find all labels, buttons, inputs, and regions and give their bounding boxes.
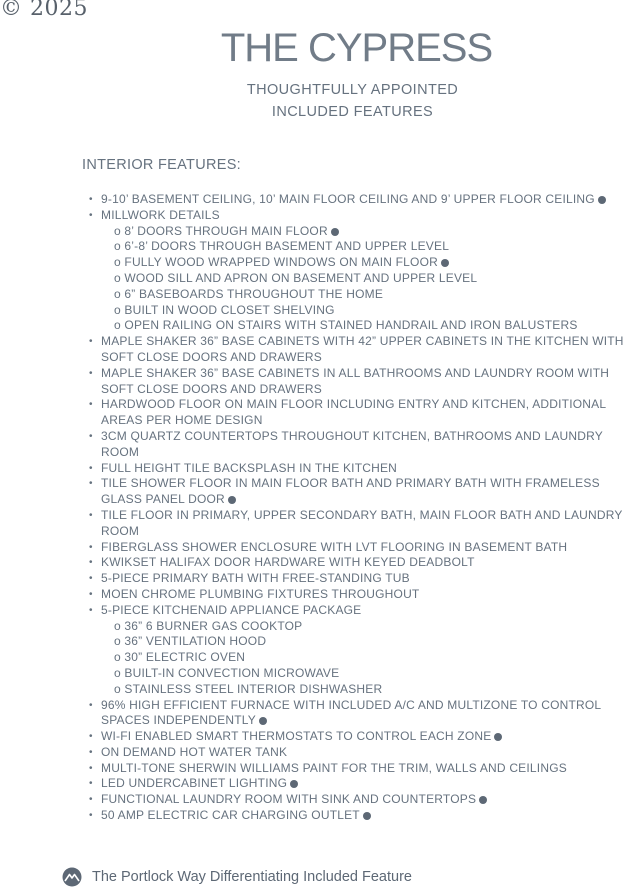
feature-text: o 36” VENTILATION HOOD bbox=[114, 634, 267, 649]
portlock-feature-icon bbox=[290, 780, 298, 788]
feature-text: SOFT CLOSE DOORS AND DRAWERS bbox=[101, 381, 322, 396]
feature-item bbox=[0, 508, 640, 524]
feature-item bbox=[0, 619, 640, 635]
feature-item bbox=[0, 776, 640, 792]
feature-item bbox=[0, 761, 640, 777]
bullet-icon: • bbox=[89, 478, 93, 490]
bullet-icon: • bbox=[89, 746, 93, 758]
feature-item bbox=[0, 287, 640, 303]
feature-text: 5-PIECE PRIMARY BATH WITH FREE-STANDING TUB bbox=[101, 571, 410, 586]
portlock-feature-icon bbox=[494, 733, 502, 741]
feature-item bbox=[0, 634, 640, 650]
feature-item bbox=[0, 192, 640, 208]
subtitle-line-1: THOUGHTFULLY APPOINTED bbox=[246, 82, 459, 98]
feature-text: MAPLE SHAKER 36” BASE CABINETS IN ALL BATHROOMS AND LAUNDRY ROOM WITH bbox=[101, 365, 610, 380]
feature-text: KWIKSET HALIFAX DOOR HARDWARE WITH KEYED DEADBOLT bbox=[101, 555, 475, 570]
feature-item bbox=[0, 682, 640, 698]
bullet-icon: • bbox=[89, 778, 93, 790]
feature-text: ROOM bbox=[101, 444, 140, 459]
feature-item bbox=[0, 650, 640, 666]
feature-text: MAPLE SHAKER 36” BASE CABINETS WITH 42” UPPER CABINETS IN THE KITCHEN WITH bbox=[101, 334, 624, 349]
section-heading: INTERIOR FEATURES: bbox=[82, 157, 242, 173]
feature-text: ROOM bbox=[101, 523, 140, 538]
feature-item bbox=[0, 666, 640, 682]
feature-text: TILE FLOOR IN PRIMARY, UPPER SECONDARY BATH, MAIN FLOOR BATH AND LAUNDRY bbox=[101, 507, 623, 522]
bullet-icon: • bbox=[89, 731, 93, 743]
bullet-icon: • bbox=[89, 794, 93, 806]
feature-item bbox=[0, 492, 640, 508]
feature-item bbox=[0, 239, 640, 255]
feature-text: o FULLY WOOD WRAPPED WINDOWS ON MAIN FLOOR bbox=[114, 255, 449, 271]
feature-text: TILE SHOWER FLOOR IN MAIN FLOOR BATH AND PRIMARY BATH WITH FRAMELESS bbox=[101, 476, 600, 491]
portlock-feature-icon bbox=[228, 496, 236, 504]
feature-text: ON DEMAND HOT WATER TANK bbox=[101, 744, 288, 759]
feature-item bbox=[0, 729, 640, 745]
feature-text: MULTI-TONE SHERWIN WILLIAMS PAINT FOR THE TRIM, WALLS AND CEILINGS bbox=[101, 760, 567, 775]
feature-item bbox=[0, 587, 640, 603]
feature-item bbox=[0, 382, 640, 398]
feature-item bbox=[0, 397, 640, 413]
feature-item bbox=[0, 303, 640, 319]
feature-text: 3CM QUARTZ COUNTERTOPS THROUGHOUT KITCHEN, BATHROOMS AND LAUNDRY bbox=[101, 428, 603, 443]
feature-text: FULL HEIGHT TILE BACKSPLASH IN THE KITCHEN bbox=[101, 460, 398, 475]
feature-text: 50 AMP ELECTRIC CAR CHARGING OUTLET bbox=[101, 808, 371, 824]
feature-item bbox=[0, 603, 640, 619]
feature-item bbox=[0, 476, 640, 492]
portlock-feature-icon bbox=[363, 812, 371, 820]
bullet-icon: • bbox=[89, 604, 93, 616]
feature-item bbox=[0, 413, 640, 429]
feature-item bbox=[0, 461, 640, 477]
feature-text: o STAINLESS STEEL INTERIOR DISHWASHER bbox=[114, 681, 383, 696]
feature-text: o 6” BASEBOARDS THROUGHOUT THE HOME bbox=[114, 286, 384, 301]
feature-item bbox=[0, 745, 640, 761]
feature-text: MILLWORK DETAILS bbox=[101, 207, 220, 222]
feature-item bbox=[0, 571, 640, 587]
bullet-icon: • bbox=[89, 699, 93, 711]
feature-text: o 8’ DOORS THROUGH MAIN FLOOR bbox=[114, 224, 339, 240]
copyright-watermark: © 2025 bbox=[0, 0, 88, 21]
bullet-icon: • bbox=[89, 810, 93, 822]
feature-item bbox=[0, 334, 640, 350]
feature-text: SOFT CLOSE DOORS AND DRAWERS bbox=[101, 349, 322, 364]
feature-text: LED UNDERCABINET LIGHTING bbox=[101, 776, 298, 792]
feature-item bbox=[0, 429, 640, 445]
subtitle-line-2: INCLUDED FEATURES bbox=[271, 104, 434, 120]
feature-text: GLASS PANEL DOOR bbox=[101, 492, 236, 508]
feature-item bbox=[0, 555, 640, 571]
feature-text: MOEN CHROME PLUMBING FIXTURES THROUGHOUT bbox=[101, 586, 420, 601]
portlock-feature-icon bbox=[441, 259, 449, 267]
feature-item bbox=[0, 713, 640, 729]
feature-item bbox=[0, 445, 640, 461]
feature-item bbox=[0, 350, 640, 366]
portlock-feature-icon bbox=[598, 196, 606, 204]
bullet-icon: • bbox=[89, 573, 93, 585]
bullet-icon: • bbox=[89, 541, 93, 553]
bullet-icon: • bbox=[89, 367, 93, 379]
portlock-feature-icon bbox=[479, 796, 487, 804]
feature-item bbox=[0, 208, 640, 224]
feature-text: o WOOD SILL AND APRON ON BASEMENT AND UPPER LEVEL bbox=[114, 270, 478, 285]
feature-item bbox=[0, 540, 640, 556]
portlock-feature-icon bbox=[331, 228, 339, 236]
bullet-icon: • bbox=[89, 557, 93, 569]
mountain-logo-icon bbox=[62, 867, 82, 892]
feature-text: 9-10’ BASEMENT CEILING, 10’ MAIN FLOOR CEILING AND 9’ UPPER FLOOR CEILING bbox=[101, 192, 606, 208]
feature-text: o BUILT IN WOOD CLOSET SHELVING bbox=[114, 302, 335, 317]
feature-item bbox=[0, 224, 640, 240]
feature-text: FUNCTIONAL LAUNDRY ROOM WITH SINK AND COUNTERTOPS bbox=[101, 792, 487, 808]
bullet-icon: • bbox=[89, 399, 93, 411]
bullet-icon: • bbox=[89, 336, 93, 348]
feature-text: o OPEN RAILING ON STAIRS WITH STAINED HANDRAIL AND IRON BALUSTERS bbox=[114, 318, 578, 333]
feature-text: o BUILT-IN CONVECTION MICROWAVE bbox=[114, 665, 340, 680]
feature-item bbox=[0, 255, 640, 271]
portlock-feature-icon bbox=[259, 717, 267, 725]
feature-text: AREAS PER HOME DESIGN bbox=[101, 413, 263, 428]
feature-item bbox=[0, 698, 640, 714]
feature-item bbox=[0, 524, 640, 540]
bullet-icon: • bbox=[89, 194, 93, 205]
bullet-icon: • bbox=[89, 509, 93, 521]
feature-text: HARDWOOD FLOOR ON MAIN FLOOR INCLUDING ENTRY AND KITCHEN, ADDITIONAL bbox=[101, 397, 607, 412]
bullet-icon: • bbox=[89, 430, 93, 442]
page-title: THE CYPRESS bbox=[220, 26, 493, 70]
feature-text: o 30” ELECTRIC OVEN bbox=[114, 650, 246, 665]
footer-legend-text: The Portlock Way Differentiating Included Feature bbox=[92, 869, 412, 885]
feature-text: o 6’-8’ DOORS THROUGH BASEMENT AND UPPER LEVEL bbox=[114, 239, 450, 254]
bullet-icon: • bbox=[89, 462, 93, 474]
feature-text: 5-PIECE KITCHENAID APPLIANCE PACKAGE bbox=[101, 602, 362, 617]
feature-text: o 36” 6 BURNER GAS COOKTOP bbox=[114, 618, 303, 633]
bullet-icon: • bbox=[89, 762, 93, 774]
feature-text: 96% HIGH EFFICIENT FURNACE WITH INCLUDED A/C AND MULTIZONE TO CONTROL bbox=[101, 697, 602, 712]
feature-text: SPACES INDEPENDENTLY bbox=[101, 713, 267, 729]
feature-item bbox=[0, 808, 640, 824]
feature-item bbox=[0, 366, 640, 382]
bullet-icon: • bbox=[89, 209, 93, 221]
feature-item bbox=[0, 792, 640, 808]
feature-text: FIBERGLASS SHOWER ENCLOSURE WITH LVT FLOORING IN BASEMENT BATH bbox=[101, 539, 568, 554]
feature-text: WI-FI ENABLED SMART THERMOSTATS TO CONTROL EACH ZONE bbox=[101, 729, 502, 745]
feature-item bbox=[0, 318, 640, 334]
bullet-icon: • bbox=[89, 588, 93, 600]
feature-list bbox=[0, 192, 640, 824]
feature-item bbox=[0, 271, 640, 287]
